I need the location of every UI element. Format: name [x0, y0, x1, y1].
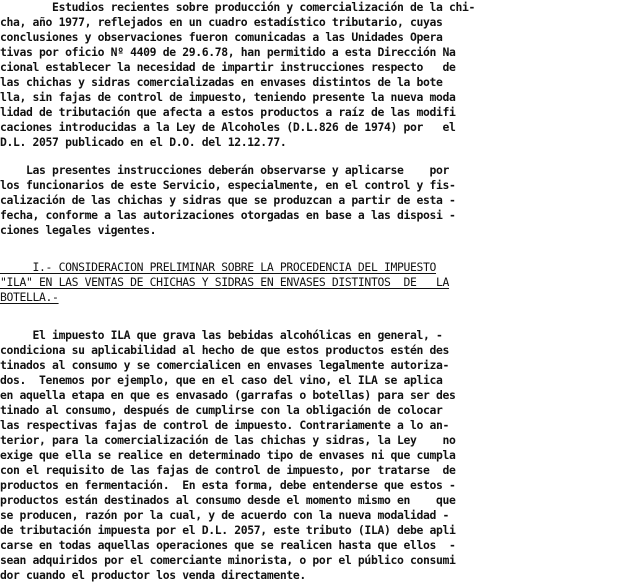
text-line: D.L. 2057 publicado en el D.O. del 12.12.77.: [0, 135, 287, 149]
text-line: terior, para la comercialización de las chichas y sidras, la Ley no: [0, 433, 456, 447]
text-line: El impuesto ILA que grava las bebidas alcohólicas en general, -: [0, 328, 443, 342]
text-line: condiciona su aplicabilidad al hecho de que estos productos estén des: [0, 343, 450, 357]
text-line: Estudios recientes sobre producción y comercialización de la chi-: [0, 0, 476, 14]
text-line: ciones legales vigentes.: [0, 223, 157, 237]
heading-line: BOTELLA.-: [0, 290, 59, 304]
text-line: tinado al consumo, después de cumplirse con la obligación de colocar: [0, 403, 443, 417]
text-line: de tributación impuesta por el D.L. 2057, este tributo (ILA) debe apli: [0, 523, 456, 537]
text-line: se producen, razón por la cual, y de acuerdo con la nueva modalidad -: [0, 508, 450, 522]
heading-line: "ILA" EN LAS VENTAS DE CHICHAS Y SIDRAS EN ENVASES DISTINTOS DE LA: [0, 275, 450, 289]
text-line: con el requisito de las fajas de control de impuesto, por tratarse de: [0, 463, 456, 477]
text-line: conclusiones y observaciones fueron comunicadas a las Unidades Opera: [0, 30, 443, 44]
text-line: dos. Tenemos por ejemplo, que en el caso del vino, el ILA se aplica: [0, 373, 443, 387]
text-line: cha, año 1977, reflejados en un cuadro estadístico tributario, cuyas: [0, 15, 443, 29]
heading-line: I.- CONSIDERACION PRELIMINAR SOBRE LA PROCEDENCIA DEL IMPUESTO: [0, 260, 437, 274]
text-line: lidad de tributación que afecta a estos productos a raíz de las modifi: [0, 105, 456, 119]
text-line: dor cuando el productor los venda directamente.: [0, 568, 306, 582]
text-line: en aquella etapa en que es envasado (garrafas o botellas) para ser des: [0, 388, 456, 402]
text-line: los funcionarios de este Servicio, especialmente, en el control y fis-: [0, 178, 456, 192]
text-line: tinados al consumo y se comercialicen en envases legalmente autoriza-: [0, 358, 450, 372]
text-line: productos en fermentación. En esta forma, debe entenderse que estos -: [0, 478, 456, 492]
text-line: carse en todas aquellas operaciones que se realicen hasta que ellos -: [0, 538, 456, 552]
text-line: calización de las chichas y sidras que se produzcan a partir de esta -: [0, 193, 456, 207]
text-line: lla, sin fajas de control de impuesto, teniendo presente la nueva moda: [0, 90, 456, 104]
text-line: sean adquiridos por el comerciante minorista, o por el público consumi: [0, 553, 456, 567]
text-line: cional establecer la necesidad de impartir instrucciones respecto de: [0, 60, 456, 74]
text-line: exige que ella se realice en determinado tipo de envases ni que cumpla: [0, 448, 456, 462]
text-line: fecha, conforme a las autorizaciones otorgadas en base a las disposi -: [0, 208, 456, 222]
text-line: las respectivas fajas de control de impuesto. Contrariamente a lo an-: [0, 418, 450, 432]
text-line: caciones introducidas a la Ley de Alcoholes (D.L.826 de 1974) por el: [0, 120, 456, 134]
text-line: las chichas y sidras comercializadas en envases distintos de la bote: [0, 75, 443, 89]
text-line: Las presentes instrucciones deberán observarse y aplicarse por: [0, 163, 450, 177]
text-line: tivas por oficio Nº 4409 de 29.6.78, han permitido a esta Dirección Na: [0, 45, 456, 59]
text-line: productos están destinados al consumo desde el momento mismo en que: [0, 493, 456, 507]
